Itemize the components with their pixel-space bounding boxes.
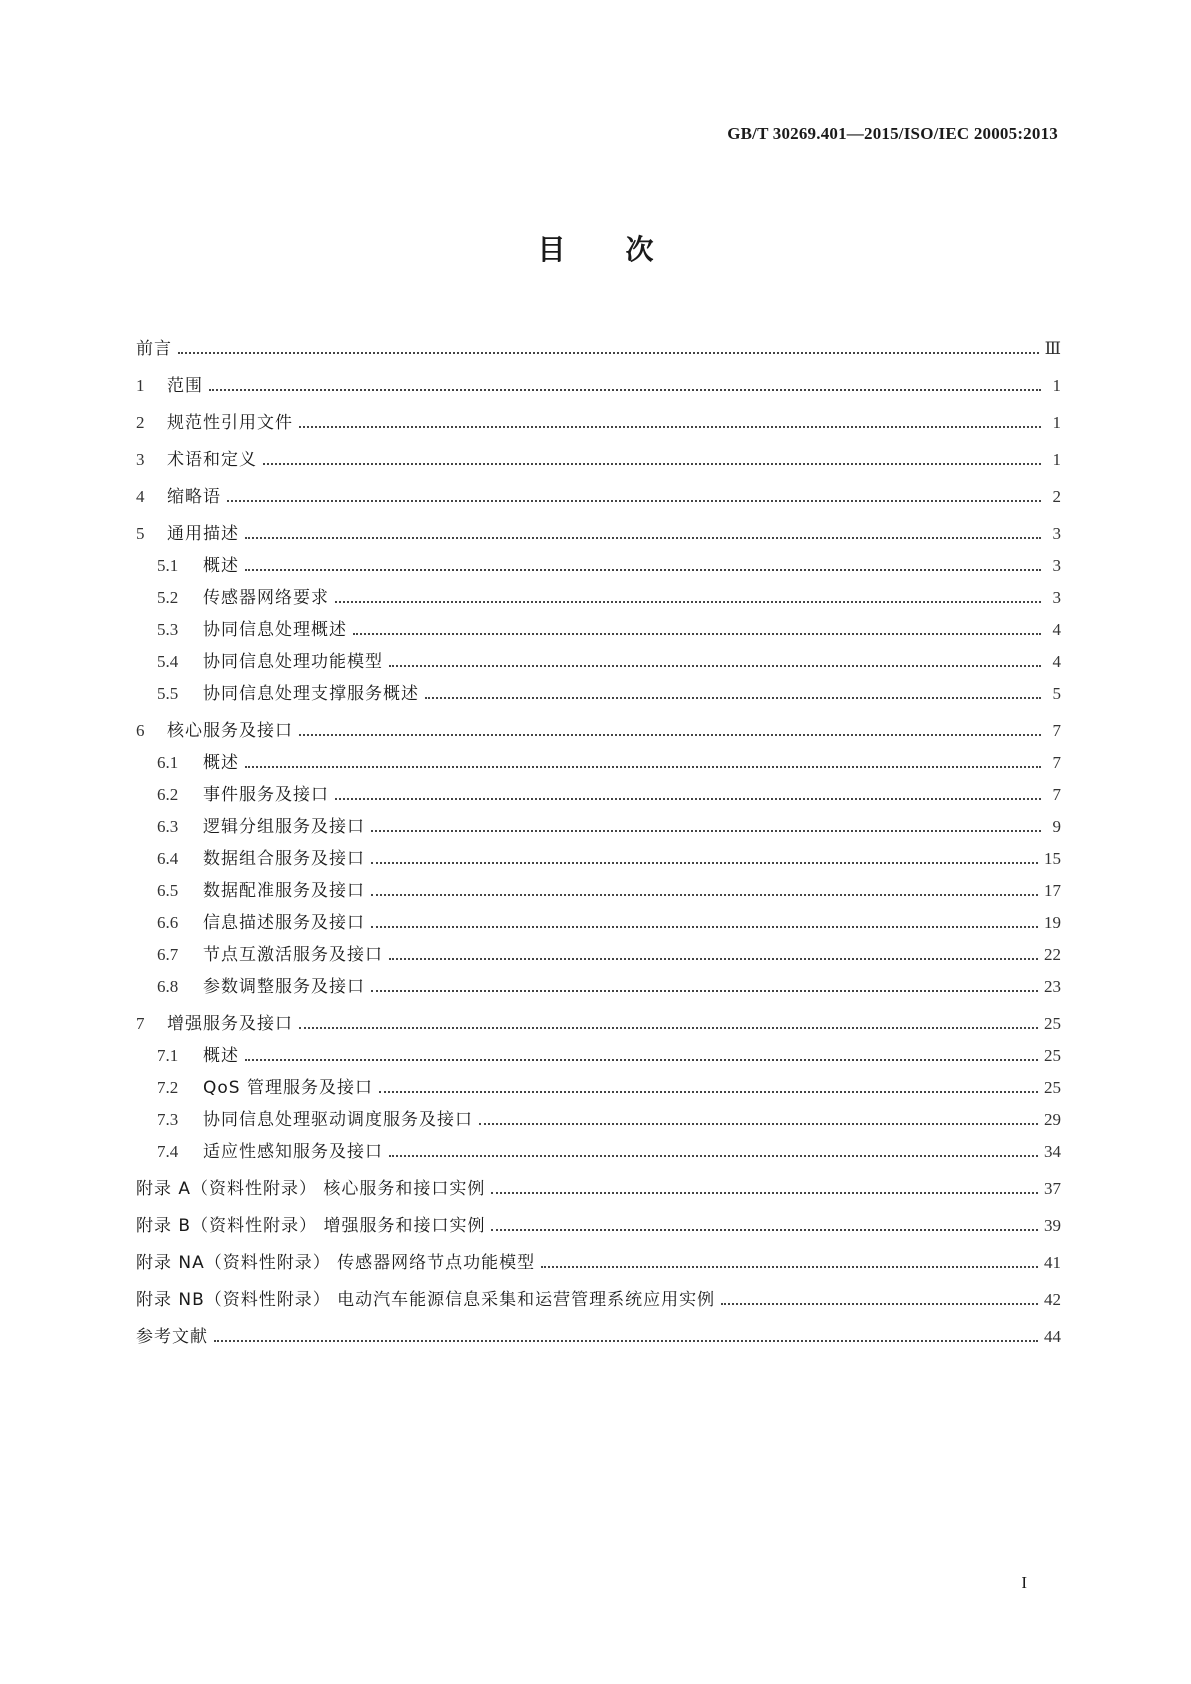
toc-entry-label: 附录 NA（资料性附录） 传感器网络节点功能模型 — [136, 1253, 536, 1273]
toc-entry-number: 6.3 — [157, 817, 179, 836]
toc-entry-label: 前言 — [136, 339, 172, 359]
toc-entry-number: 7.3 — [157, 1110, 179, 1129]
toc-entry-label: 适应性感知服务及接口 — [203, 1142, 383, 1162]
toc-entry-page: 37 — [1044, 1179, 1061, 1198]
toc-entry-label: 信息描述服务及接口 — [203, 913, 365, 933]
toc-entry-page: 1 — [1052, 413, 1061, 432]
toc-entry-page: 5 — [1052, 684, 1061, 703]
toc-entry-number: 6.8 — [157, 977, 179, 996]
dot-leader — [479, 1123, 1038, 1125]
toc-entry-number: 7.1 — [157, 1046, 179, 1065]
toc-entry-number: 5.2 — [157, 588, 179, 607]
toc-entry-number: 7 — [136, 1014, 145, 1033]
dot-leader — [721, 1303, 1038, 1305]
toc-entry-number: 6.7 — [157, 945, 179, 964]
toc-entry[interactable] — [136, 475, 1061, 507]
toc-entry-label: 协同信息处理功能模型 — [203, 652, 383, 672]
toc-entry-page: 25 — [1044, 1046, 1061, 1065]
dot-leader — [227, 500, 1041, 502]
toc-entry-label: 核心服务及接口 — [167, 721, 293, 741]
page-title: 目次 — [537, 233, 714, 266]
toc-entry[interactable] — [136, 1315, 1061, 1347]
dot-leader — [299, 734, 1041, 736]
toc-entry-page: 42 — [1044, 1290, 1061, 1309]
dot-leader — [371, 926, 1038, 928]
toc-entry-label: 附录 A（资料性附录） 核心服务和接口实例 — [136, 1179, 486, 1199]
table-of-contents — [136, 327, 1061, 1347]
dot-leader — [389, 1155, 1038, 1157]
toc-entry-number: 6.2 — [157, 785, 179, 804]
toc-entry-label: 规范性引用文件 — [167, 413, 293, 433]
toc-entry-label: 概述 — [203, 1046, 239, 1066]
toc-entry[interactable] — [136, 608, 1061, 640]
toc-entry-number: 5.1 — [157, 556, 179, 575]
toc-entry[interactable] — [136, 1034, 1061, 1066]
page-number: I — [1021, 1573, 1027, 1592]
toc-entry-page: 1 — [1052, 450, 1061, 469]
toc-entry[interactable] — [136, 1241, 1061, 1273]
toc-entry-number: 5.4 — [157, 652, 179, 671]
toc-entry-number: 7.4 — [157, 1142, 179, 1161]
toc-entry-page: 3 — [1052, 588, 1061, 607]
dot-leader — [209, 389, 1041, 391]
toc-entry-label: 数据配准服务及接口 — [203, 881, 365, 901]
toc-entry-number: 6.4 — [157, 849, 179, 868]
toc-entry[interactable] — [136, 869, 1061, 901]
toc-entry[interactable] — [136, 837, 1061, 869]
toc-entry-label: 缩略语 — [167, 487, 221, 507]
toc-entry-number: 1 — [136, 376, 145, 395]
toc-entry-label: 协同信息处理概述 — [203, 620, 347, 640]
toc-entry-page: 25 — [1044, 1078, 1061, 1097]
toc-entry[interactable] — [136, 1098, 1061, 1130]
toc-entry[interactable] — [136, 401, 1061, 433]
dot-leader — [371, 862, 1038, 864]
dot-leader — [263, 463, 1041, 465]
toc-entry-label: 参数调整服务及接口 — [203, 977, 365, 997]
toc-entry-page: 29 — [1044, 1110, 1061, 1129]
toc-entry-page: 7 — [1052, 753, 1061, 772]
toc-entry[interactable] — [136, 438, 1061, 470]
toc-entry-label: 协同信息处理驱动调度服务及接口 — [203, 1110, 473, 1130]
toc-entry-page: 15 — [1044, 849, 1061, 868]
toc-entry[interactable] — [136, 805, 1061, 837]
toc-entry-page: 44 — [1044, 1327, 1061, 1346]
dot-leader — [299, 1027, 1038, 1029]
dot-leader — [425, 697, 1041, 699]
toc-entry-label: 节点互激活服务及接口 — [203, 945, 383, 965]
dot-leader — [491, 1229, 1038, 1231]
toc-entry[interactable] — [136, 709, 1061, 741]
dot-leader — [371, 990, 1038, 992]
dot-leader — [214, 1340, 1038, 1342]
dot-leader — [389, 958, 1038, 960]
toc-entry-page: 19 — [1044, 913, 1061, 932]
toc-entry-label: 范围 — [167, 376, 203, 396]
toc-entry-page: 41 — [1044, 1253, 1061, 1272]
toc-entry-label: 增强服务及接口 — [167, 1014, 293, 1034]
dot-leader — [371, 894, 1038, 896]
dot-leader — [389, 665, 1041, 667]
toc-entry-number: 6 — [136, 721, 145, 740]
toc-entry-page: 22 — [1044, 945, 1061, 964]
toc-entry[interactable] — [136, 1130, 1061, 1162]
toc-entry-number: 5 — [136, 524, 145, 543]
toc-entry-label: 传感器网络要求 — [203, 588, 329, 608]
toc-entry-label: 概述 — [203, 753, 239, 773]
dot-leader — [371, 830, 1041, 832]
toc-entry[interactable] — [136, 1278, 1061, 1310]
toc-entry-number: 6.1 — [157, 753, 179, 772]
toc-entry-number: 4 — [136, 487, 145, 506]
toc-entry[interactable] — [136, 544, 1061, 576]
toc-entry-page: 7 — [1052, 721, 1061, 740]
toc-entry-page: 23 — [1044, 977, 1061, 996]
dot-leader — [245, 537, 1041, 539]
dot-leader — [335, 798, 1041, 800]
dot-leader — [379, 1091, 1038, 1093]
toc-entry[interactable] — [136, 512, 1061, 544]
toc-entry-page: 7 — [1052, 785, 1061, 804]
toc-entry-number: 5.5 — [157, 684, 179, 703]
toc-entry-page: 2 — [1052, 487, 1061, 506]
toc-entry[interactable] — [136, 773, 1061, 805]
toc-entry[interactable] — [136, 965, 1061, 997]
toc-entry-page: 9 — [1052, 817, 1061, 836]
toc-entry-label: 逻辑分组服务及接口 — [203, 817, 365, 837]
toc-entry-page: 3 — [1052, 556, 1061, 575]
toc-entry-label: 协同信息处理支撑服务概述 — [203, 684, 419, 704]
toc-entry-label: 参考文献 — [136, 1327, 208, 1347]
dot-leader — [491, 1192, 1038, 1194]
toc-entry-label: 数据组合服务及接口 — [203, 849, 365, 869]
toc-entry[interactable] — [136, 576, 1061, 608]
toc-entry-label: 通用描述 — [167, 524, 239, 544]
toc-entry[interactable] — [136, 672, 1061, 704]
toc-entry-page: 34 — [1044, 1142, 1061, 1161]
dot-leader — [353, 633, 1041, 635]
toc-entry-number: 6.6 — [157, 913, 179, 932]
toc-entry-label: QoS 管理服务及接口 — [203, 1078, 373, 1098]
dot-leader — [178, 352, 1039, 354]
toc-entry[interactable] — [136, 640, 1061, 672]
dot-leader — [299, 426, 1041, 428]
toc-entry-number: 7.2 — [157, 1078, 179, 1097]
toc-entry[interactable] — [136, 741, 1061, 773]
toc-entry-number: 5.3 — [157, 620, 179, 639]
toc-entry-page: 39 — [1044, 1216, 1061, 1235]
dot-leader — [245, 1059, 1038, 1061]
toc-entry[interactable] — [136, 327, 1061, 359]
toc-entry[interactable] — [136, 1204, 1061, 1236]
dot-leader — [245, 766, 1041, 768]
toc-entry-page: 25 — [1044, 1014, 1061, 1033]
toc-entry-label: 附录 B（资料性附录） 增强服务和接口实例 — [136, 1216, 486, 1236]
toc-entry-page: 3 — [1052, 524, 1061, 543]
dot-leader — [335, 601, 1041, 603]
toc-entry-number: 6.5 — [157, 881, 179, 900]
toc-entry[interactable] — [136, 1066, 1061, 1098]
toc-entry-page: 17 — [1044, 881, 1061, 900]
toc-entry-label: 术语和定义 — [167, 450, 257, 470]
toc-entry-page: 4 — [1052, 620, 1061, 639]
document-code: GB/T 30269.401—2015/ISO/IEC 20005:2013 — [727, 124, 1058, 143]
toc-entry-page: Ⅲ — [1044, 339, 1061, 358]
toc-entry[interactable] — [136, 933, 1061, 965]
toc-entry[interactable] — [136, 901, 1061, 933]
toc-entry-label: 概述 — [203, 556, 239, 576]
dot-leader — [245, 569, 1041, 571]
dot-leader — [541, 1266, 1038, 1268]
toc-entry-page: 1 — [1052, 376, 1061, 395]
toc-entry[interactable] — [136, 364, 1061, 396]
toc-entry-label: 事件服务及接口 — [203, 785, 329, 805]
toc-entry-page: 4 — [1052, 652, 1061, 671]
toc-entry-number: 2 — [136, 413, 145, 432]
toc-entry-label: 附录 NB（资料性附录） 电动汽车能源信息采集和运营管理系统应用实例 — [136, 1290, 716, 1310]
toc-entry[interactable] — [136, 1167, 1061, 1199]
toc-entry-number: 3 — [136, 450, 145, 469]
toc-entry[interactable] — [136, 1002, 1061, 1034]
